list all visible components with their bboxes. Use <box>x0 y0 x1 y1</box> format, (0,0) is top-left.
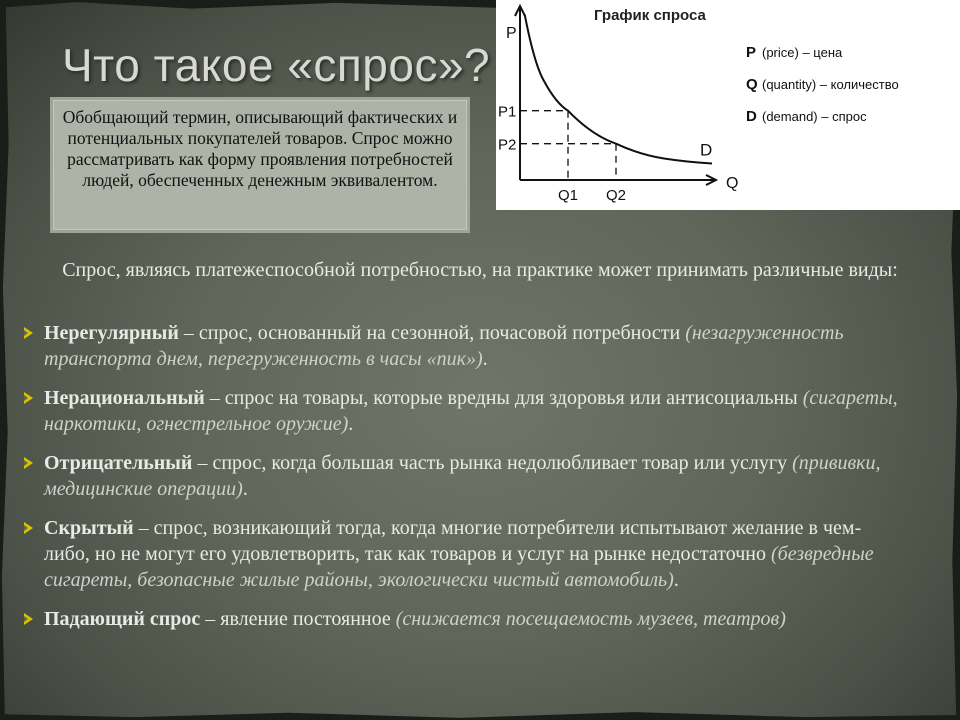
item-example: (безвредные сигареты, безопасные жилые районы, экологически чистый автомобиль) <box>44 543 874 591</box>
list-item <box>24 320 904 372</box>
demand-chart <box>496 0 960 210</box>
y-axis-label: P <box>506 25 517 42</box>
item-description: – спрос, возникающий тогда, когда многие потребители испытывают желание в чем-либо, но не могут его удовлетворить, так как товаров и услуг на рынке недостаточно <box>44 517 862 565</box>
list-item <box>24 606 904 632</box>
item-description: – спрос на товары, которые вредны для здоровья или антисоциальны <box>204 387 803 409</box>
list-item <box>24 515 904 593</box>
demand-types-list <box>24 320 904 645</box>
arrow-bullet-icon <box>24 613 33 625</box>
item-example: (прививки, медицинские операции) <box>44 452 881 500</box>
item-tail: . <box>482 348 488 370</box>
item-term: Падающий спрос <box>44 608 201 630</box>
arrow-bullet-icon <box>24 457 33 469</box>
legend-text: (price) – цена <box>762 45 843 60</box>
item-term: Скрытый <box>44 517 134 539</box>
slide-title: Что такое «спрос»? <box>62 39 491 91</box>
item-term: Нерациональный <box>44 387 205 409</box>
item-tail: . <box>242 478 248 500</box>
list-item <box>24 450 904 502</box>
item-term: Отрицательный <box>44 452 193 474</box>
definition-text: Обобщающий термин, описывающий фактических и потенциальных покупателей товаров. Спрос можно рассматривать как форму проявления потребностей людей, обеспеченных денежным эквивалентом. <box>62 107 458 190</box>
series-label: D <box>700 140 713 160</box>
item-term: Нерегулярный <box>44 322 179 344</box>
y-tick-label: P1 <box>498 103 517 121</box>
chart-title: График спроса <box>594 7 706 24</box>
legend-key: P <box>746 44 757 61</box>
item-example: (сигареты, наркотики, огнестрельное оружие) <box>44 387 898 435</box>
arrow-bullet-icon <box>24 522 33 534</box>
intro-text: Спрос, являясь платежеспособной потребностью, на практике может принимать различные виды: <box>62 259 898 281</box>
definition-box <box>50 97 470 233</box>
item-description: – явление постоянное <box>200 608 396 630</box>
item-description: – спрос, основанный на сезонной, почасовой потребности <box>178 322 686 344</box>
legend-text: (quantity) – количество <box>762 77 899 92</box>
list-item <box>24 385 904 437</box>
legend-key: D <box>746 108 757 125</box>
item-example: (незагруженность транспорта днем, перегруженность в часы «пик») <box>44 322 844 370</box>
item-description: – спрос, когда большая часть рынка недолюбливает товар или услугу <box>192 452 793 474</box>
legend-key: Q <box>746 76 758 93</box>
x-tick-label: Q1 <box>558 187 579 204</box>
arrow-bullet-icon <box>24 392 33 404</box>
item-example: (снижается посещаемость музеев, театров) <box>395 608 786 630</box>
item-tail: . <box>673 569 679 591</box>
x-tick-label: Q2 <box>606 187 627 204</box>
arrow-bullet-icon <box>24 327 33 339</box>
demand-curve-line <box>525 15 712 164</box>
demand-chart-svg <box>496 0 960 210</box>
legend-text: (demand) – спрос <box>762 109 867 124</box>
y-tick-label: P2 <box>498 136 517 154</box>
item-tail: . <box>348 413 354 435</box>
x-axis-label: Q <box>726 175 739 192</box>
